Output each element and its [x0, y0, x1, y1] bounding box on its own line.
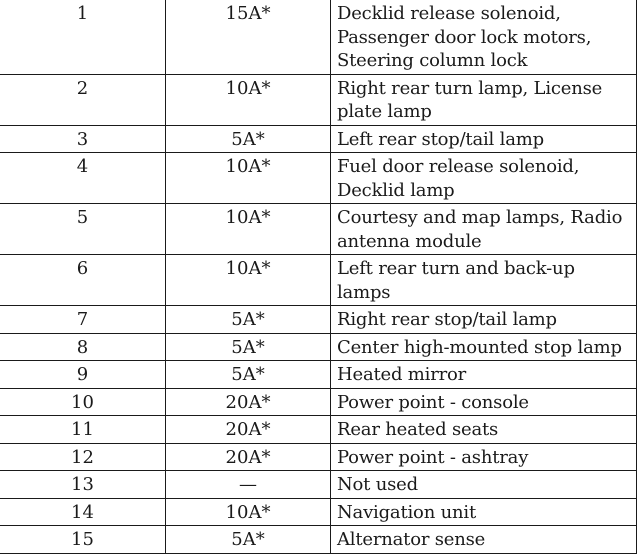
protected-component-cell: Left rear turn and back-up lamps — [331, 255, 637, 306]
table-row — [0, 361, 637, 389]
amp-rating-cell: 15A* — [166, 0, 331, 74]
amp-rating-cell: 20A* — [166, 416, 331, 444]
protected-component-cell: Right rear turn lamp, License plate lamp — [331, 74, 637, 125]
table-row — [0, 471, 637, 499]
fuse-number-cell: 2 — [0, 74, 166, 125]
fuse-number-cell: 13 — [0, 471, 166, 499]
table-row — [0, 306, 637, 334]
fuse-number-cell: 11 — [0, 416, 166, 444]
table-row — [0, 74, 637, 125]
fuse-number-cell: 3 — [0, 125, 166, 153]
protected-component-cell: Alternator sense — [331, 526, 637, 554]
protected-component-cell: Not used — [331, 471, 637, 499]
table-row — [0, 255, 637, 306]
amp-rating-cell: 20A* — [166, 443, 331, 471]
amp-rating-cell: 20A* — [166, 388, 331, 416]
protected-component-cell: Center high-mounted stop lamp — [331, 333, 637, 361]
amp-rating-cell: 5A* — [166, 333, 331, 361]
fuse-number-cell: 7 — [0, 306, 166, 334]
protected-component-cell: Decklid release solenoid, Passenger door lock motors, Steering column lock — [331, 0, 637, 74]
table-row — [0, 153, 637, 204]
protected-component-cell: Courtesy and map lamps, Radio antenna module — [331, 204, 637, 255]
table-row — [0, 443, 637, 471]
table-row — [0, 0, 637, 74]
fuse-number-cell: 15 — [0, 526, 166, 554]
fuse-number-cell: 4 — [0, 153, 166, 204]
table-row — [0, 204, 637, 255]
table-row — [0, 498, 637, 526]
fuse-number-cell: 9 — [0, 361, 166, 389]
protected-component-cell: Power point - console — [331, 388, 637, 416]
fuse-number-cell: 12 — [0, 443, 166, 471]
amp-rating-cell: 5A* — [166, 526, 331, 554]
protected-component-cell: Right rear stop/tail lamp — [331, 306, 637, 334]
table-row — [0, 333, 637, 361]
fuse-number-cell: 8 — [0, 333, 166, 361]
protected-component-cell: Power point - ashtray — [331, 443, 637, 471]
amp-rating-cell: 10A* — [166, 255, 331, 306]
table-row — [0, 526, 637, 554]
fuse-number-cell: 14 — [0, 498, 166, 526]
table-row — [0, 416, 637, 444]
table-row — [0, 388, 637, 416]
protected-component-cell: Rear heated seats — [331, 416, 637, 444]
amp-rating-cell: 10A* — [166, 204, 331, 255]
amp-rating-cell: 5A* — [166, 361, 331, 389]
fuse-number-cell: 6 — [0, 255, 166, 306]
amp-rating-cell: — — [166, 471, 331, 499]
amp-rating-cell: 5A* — [166, 125, 331, 153]
protected-component-cell: Navigation unit — [331, 498, 637, 526]
fuse-number-cell: 10 — [0, 388, 166, 416]
amp-rating-cell: 5A* — [166, 306, 331, 334]
amp-rating-cell: 10A* — [166, 153, 331, 204]
protected-component-cell: Left rear stop/tail lamp — [331, 125, 637, 153]
protected-component-cell: Fuel door release solenoid, Decklid lamp — [331, 153, 637, 204]
fuse-number-cell: 1 — [0, 0, 166, 74]
amp-rating-cell: 10A* — [166, 74, 331, 125]
amp-rating-cell: 10A* — [166, 498, 331, 526]
fuse-number-cell: 5 — [0, 204, 166, 255]
protected-component-cell: Heated mirror — [331, 361, 637, 389]
table-row — [0, 125, 637, 153]
